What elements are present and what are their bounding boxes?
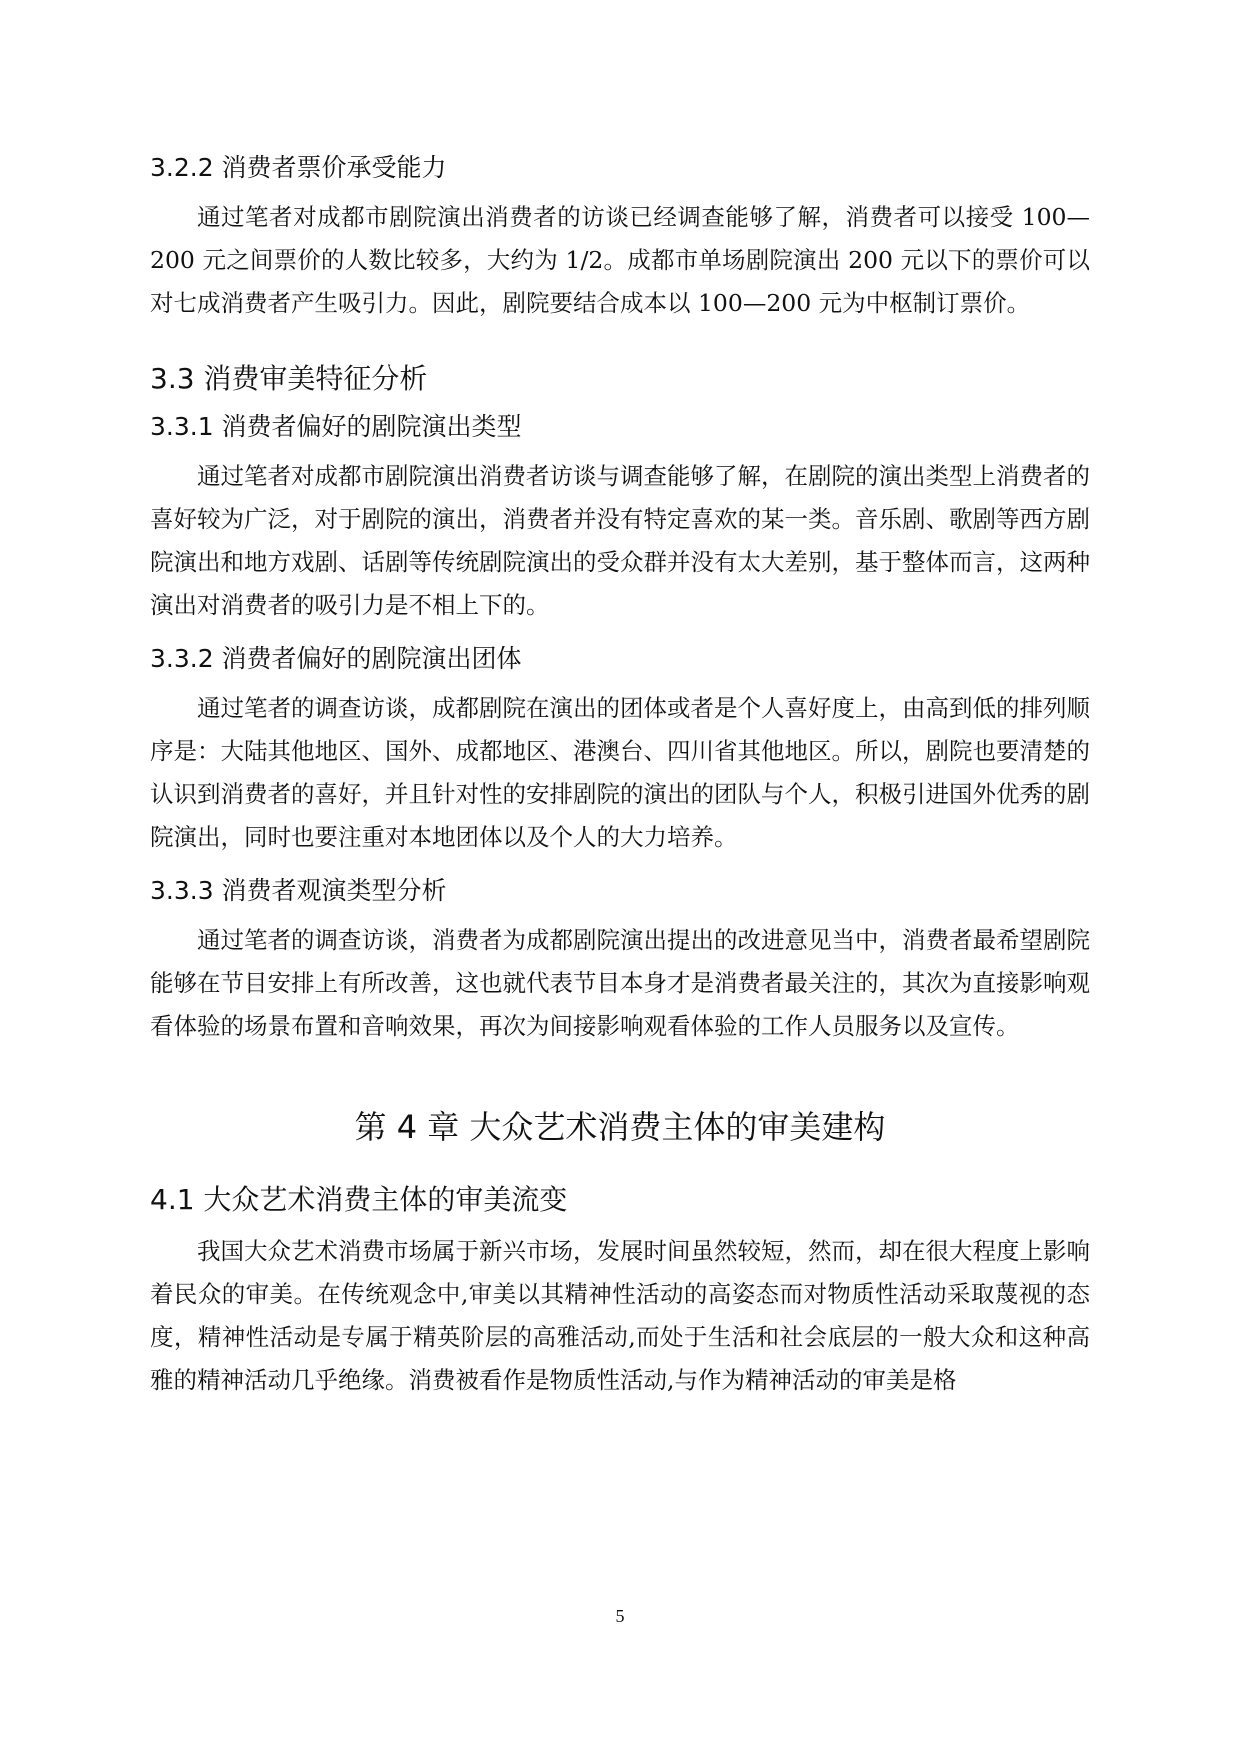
paragraph-3-3-1: 通过笔者对成都市剧院演出消费者访谈与调查能够了解，在剧院的演出类型上消费者的喜好较为广泛，对于剧院的演出，消费者并没有特定喜欢的某一类。音乐剧、歌剧等西方剧院演出和地方戏剧、话剧等传统剧院演出的受众群并没有太大差别，基于整体而言，这两种演出对消费者的吸引力是不相上下的。 — [150, 462, 1090, 619]
page-number: 5 — [615, 1606, 625, 1626]
subsection-heading-3-3-1: 3.3.1 消费者偏好的剧院演出类型 — [150, 412, 522, 441]
paragraph-3-3-3: 通过笔者的调查访谈，消费者为成都剧院演出提出的改进意见当中，消费者最希望剧院能够在节目安排上有所改善，这也就代表节目本身才是消费者最关注的，其次为直接影响观看体验的场景布置和音响效果，再次为间接影响观看体验的工作人员服务以及宣传。 — [150, 926, 1090, 1040]
page-content — [150, 150, 1090, 1416]
chapter-title-4: 第 4 章 大众艺术消费主体的审美建构 — [354, 1108, 886, 1146]
paragraph-3-2-2: 通过笔者对成都市剧院演出消费者的访谈已经调查能够了解，消费者可以接受 100—200 元之间票价的人数比较多，大约为 1/2。成都市单场剧院演出 200 元以下的票价可以对七成消费者产生吸引力。因此，剧院要结合成本以 100—200 元为中枢制订票价。 — [150, 203, 1090, 317]
paragraph-4-1: 我国大众艺术消费市场属于新兴市场，发展时间虽然较短，然而，却在很大程度上影响着民众的审美。在传统观念中,审美以其精神性活动的高姿态而对物质性活动采取蔑视的态度，精神性活动是专属于精英阶层的高雅活动,而处于生活和社会底层的一般大众和这种高雅的精神活动几乎绝缘。消费被看作是物质性活动,与作为精神活动的审美是格 — [150, 1237, 1090, 1394]
subsection-heading-3-3-3: 3.3.3 消费者观演类型分析 — [150, 876, 447, 905]
section-heading-3-3: 3.3 消费审美特征分析 — [150, 362, 428, 395]
paragraph-3-3-2: 通过笔者的调查访谈，成都剧院在演出的团体或者是个人喜好度上，由高到低的排列顺序是：大陆其他地区、国外、成都地区、港澳台、四川省其他地区。所以，剧院也要清楚的认识到消费者的喜好，并且针对性的安排剧院的演出的团队与个人，积极引进国外优秀的剧院演出，同时也要注重对本地团体以及个人的大力培养。 — [150, 694, 1090, 851]
subsection-heading-3-2-2: 3.2.2 消费者票价承受能力 — [150, 153, 447, 182]
subsection-heading-3-3-2: 3.3.2 消费者偏好的剧院演出团体 — [150, 644, 522, 673]
section-heading-4-1: 4.1 大众艺术消费主体的审美流变 — [150, 1183, 568, 1216]
